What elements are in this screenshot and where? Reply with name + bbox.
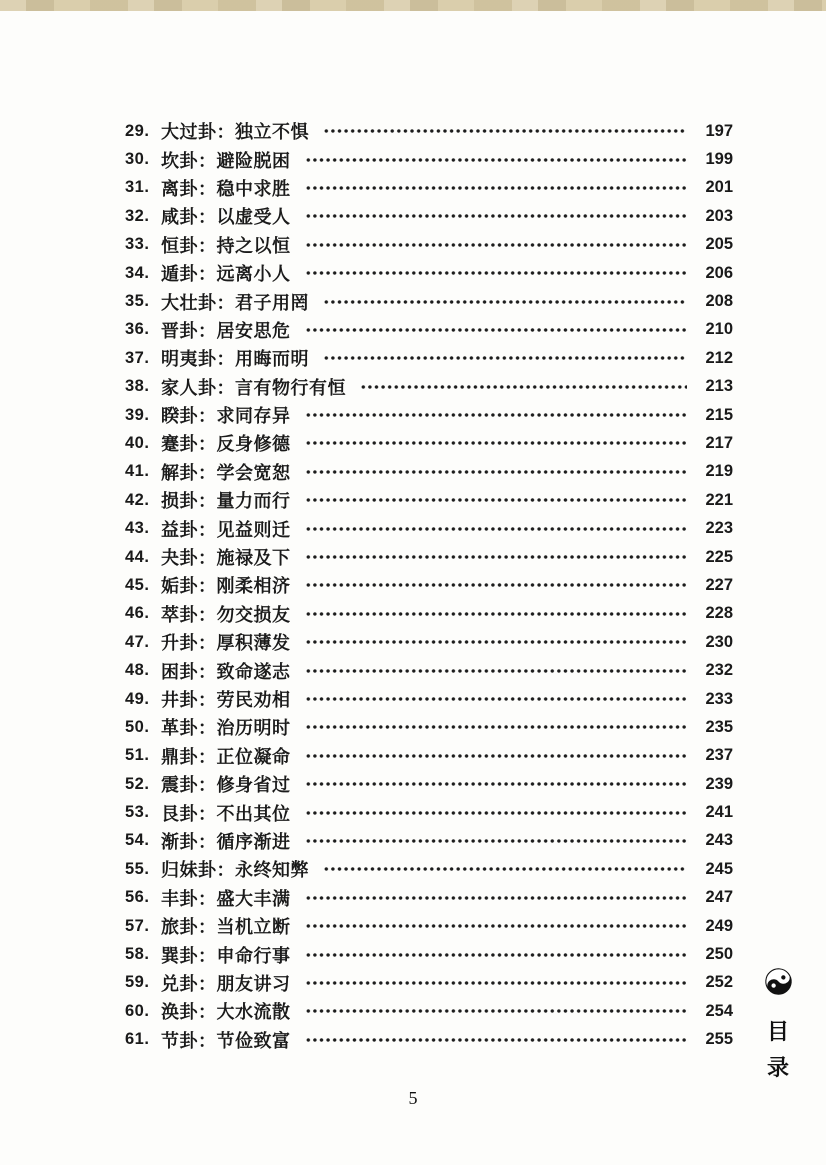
toc-entry-page: 250 bbox=[705, 945, 733, 964]
toc-dot-leader bbox=[323, 354, 687, 362]
toc-entry-title: 节卦：节俭致富 bbox=[161, 1030, 291, 1051]
toc-dot-leader bbox=[305, 439, 688, 447]
toc-entry-number: 47. bbox=[125, 632, 150, 651]
toc-dot-leader bbox=[305, 752, 688, 760]
toc-entry-title: 恒卦：持之以恒 bbox=[161, 235, 291, 256]
toc-entry bbox=[125, 798, 733, 826]
toc-dot-leader bbox=[305, 525, 688, 533]
toc-dot-leader bbox=[360, 383, 687, 391]
toc-entry-title: 咸卦：以虚受人 bbox=[161, 207, 291, 228]
toc-entry-page: 201 bbox=[705, 178, 733, 197]
toc-entry-title: 井卦：劳民劝相 bbox=[161, 690, 291, 710]
toc-entry-title: 丰卦：盛大丰满 bbox=[161, 888, 291, 909]
toc-entry-number: 38. bbox=[125, 377, 150, 396]
toc-entry-page: 206 bbox=[705, 263, 733, 282]
toc-entry bbox=[125, 1026, 733, 1054]
toc-list bbox=[125, 117, 733, 1054]
toc-entry bbox=[125, 514, 733, 542]
toc-entry-page: 247 bbox=[705, 888, 733, 907]
toc-dot-leader bbox=[305, 667, 688, 675]
toc-entry-page: 197 bbox=[705, 121, 733, 140]
toc-entry-title: 大壮卦：君子用罔 bbox=[161, 292, 309, 313]
toc-entry-title: 归妹卦：永终知弊 bbox=[161, 860, 309, 881]
toc-entry-page: 232 bbox=[705, 661, 733, 680]
toc-entry-number: 29. bbox=[125, 121, 150, 140]
toc-entry-page: 203 bbox=[705, 206, 733, 225]
toc-entry-number: 48. bbox=[125, 661, 150, 680]
toc-entry-title: 巽卦：申命行事 bbox=[161, 945, 291, 966]
toc-entry bbox=[125, 429, 733, 457]
toc-entry-title: 家人卦：言有物行有恒 bbox=[161, 377, 346, 398]
toc-entry-number: 59. bbox=[125, 973, 150, 992]
toc-dot-leader bbox=[305, 581, 688, 589]
toc-entry-number: 50. bbox=[125, 717, 150, 736]
toc-entry-title: 益卦：见益则迁 bbox=[161, 519, 291, 540]
toc-dot-leader bbox=[305, 326, 688, 334]
toc-entry bbox=[125, 884, 733, 912]
toc-dot-leader bbox=[305, 723, 688, 731]
toc-entry-title: 大过卦：独立不惧 bbox=[161, 122, 309, 143]
toc-entry-title: 萃卦：勿交损友 bbox=[161, 604, 291, 625]
toc-entry bbox=[125, 287, 733, 315]
toc-entry-page: 245 bbox=[705, 859, 733, 878]
toc-entry-number: 43. bbox=[125, 519, 150, 538]
toc-entry-page: 223 bbox=[705, 519, 733, 538]
toc-entry-page: 254 bbox=[705, 1001, 733, 1020]
toc-entry-page: 217 bbox=[705, 433, 733, 452]
toc-entry-number: 58. bbox=[125, 945, 150, 964]
toc-entry-number: 34. bbox=[125, 263, 150, 282]
toc-entry-title: 离卦：稳中求胜 bbox=[161, 178, 291, 199]
toc-entry bbox=[125, 316, 733, 344]
toc-entry-page: 210 bbox=[705, 320, 733, 339]
toc-dot-leader bbox=[305, 837, 688, 845]
side-label-char-lu: 录 bbox=[766, 1055, 789, 1080]
toc-entry-number: 61. bbox=[125, 1030, 150, 1049]
toc-dot-leader bbox=[305, 922, 688, 930]
toc-entry-title: 震卦：修身省过 bbox=[161, 775, 291, 796]
toc-entry-number: 57. bbox=[125, 916, 150, 935]
toc-entry-number: 36. bbox=[125, 320, 150, 339]
toc-dot-leader bbox=[305, 269, 688, 277]
toc-entry bbox=[125, 458, 733, 486]
chapter-side-marker bbox=[758, 968, 798, 1079]
toc-entry-number: 46. bbox=[125, 604, 150, 623]
toc-entry bbox=[125, 145, 733, 173]
toc-entry-page: 237 bbox=[705, 746, 733, 765]
toc-entry-page: 235 bbox=[705, 717, 733, 736]
decorative-top-border bbox=[0, 0, 826, 11]
toc-entry-page: 212 bbox=[705, 348, 733, 367]
toc-entry bbox=[125, 656, 733, 684]
toc-dot-leader bbox=[305, 1036, 688, 1044]
side-label-char-mu: 目 bbox=[766, 1019, 789, 1044]
toc-dot-leader bbox=[305, 553, 688, 561]
toc-entry-title: 渐卦：循序渐进 bbox=[161, 831, 291, 852]
toc-entry-title: 损卦：量力而行 bbox=[161, 491, 291, 512]
toc-entry-title: 鼎卦：正位凝命 bbox=[161, 746, 291, 767]
toc-entry-number: 52. bbox=[125, 774, 150, 793]
toc-entry-title: 革卦：治历明时 bbox=[161, 718, 291, 739]
toc-entry-page: 233 bbox=[705, 689, 733, 708]
toc-entry-number: 31. bbox=[125, 178, 150, 197]
toc-entry-page: 228 bbox=[705, 604, 733, 623]
toc-dot-leader bbox=[305, 979, 688, 987]
toc-entry-title: 坎卦：避险脱困 bbox=[161, 150, 291, 171]
toc-entry-number: 37. bbox=[125, 348, 150, 367]
toc-entry-page: 255 bbox=[705, 1030, 733, 1049]
toc-entry-page: 225 bbox=[705, 547, 733, 566]
toc-entry-title: 夬卦：施禄及下 bbox=[161, 548, 291, 569]
toc-dot-leader bbox=[305, 894, 688, 902]
toc-entry-number: 35. bbox=[125, 292, 150, 311]
toc-entry-number: 60. bbox=[125, 1001, 150, 1020]
toc-entry bbox=[125, 969, 733, 997]
toc-entry bbox=[125, 486, 733, 514]
toc-entry-number: 51. bbox=[125, 746, 150, 765]
toc-dot-leader bbox=[305, 780, 688, 788]
toc-entry-title: 涣卦：大水流散 bbox=[161, 1002, 291, 1023]
toc-entry bbox=[125, 344, 733, 372]
toc-entry-page: 252 bbox=[705, 973, 733, 992]
toc-entry bbox=[125, 827, 733, 855]
toc-entry bbox=[125, 202, 733, 230]
toc-entry-page: 230 bbox=[705, 632, 733, 651]
toc-dot-leader bbox=[305, 1007, 688, 1015]
toc-entry-page: 199 bbox=[705, 150, 733, 169]
toc-entry bbox=[125, 770, 733, 798]
toc-entry bbox=[125, 628, 733, 656]
toc-entry bbox=[125, 117, 733, 145]
toc-entry-title: 解卦：学会宽恕 bbox=[161, 462, 291, 483]
toc-dot-leader bbox=[305, 951, 688, 959]
toc-dot-leader bbox=[323, 127, 687, 135]
toc-dot-leader bbox=[305, 468, 688, 476]
toc-entry-number: 54. bbox=[125, 831, 150, 850]
toc-dot-leader bbox=[305, 241, 688, 249]
toc-entry-number: 55. bbox=[125, 859, 150, 878]
toc-entry-title: 遁卦：远离小人 bbox=[161, 264, 291, 285]
footer-page-number: 5 bbox=[408, 1088, 418, 1108]
toc-entry-page: 215 bbox=[705, 405, 733, 424]
toc-entry-title: 旅卦：当机立断 bbox=[161, 917, 291, 938]
toc-entry-title: 升卦：厚积薄发 bbox=[161, 633, 291, 654]
yin-yang-icon bbox=[765, 968, 792, 995]
toc-entry-number: 44. bbox=[125, 547, 150, 566]
toc-entry bbox=[125, 174, 733, 202]
toc-entry bbox=[125, 940, 733, 968]
toc-entry-number: 33. bbox=[125, 235, 150, 254]
toc-dot-leader bbox=[305, 638, 688, 646]
toc-entry-number: 40. bbox=[125, 433, 150, 452]
toc-entry bbox=[125, 600, 733, 628]
toc-entry-title: 姤卦：刚柔相济 bbox=[161, 576, 291, 597]
toc-dot-leader bbox=[305, 610, 688, 618]
toc-entry-title: 困卦：致命遂志 bbox=[161, 661, 291, 682]
toc-entry bbox=[125, 997, 733, 1025]
toc-entry-page: 221 bbox=[705, 490, 733, 509]
toc-entry-title: 明夷卦：用晦而明 bbox=[161, 349, 309, 370]
toc-entry bbox=[125, 571, 733, 599]
toc-entry bbox=[125, 912, 733, 940]
toc-dot-leader bbox=[305, 496, 688, 504]
toc-entry-number: 56. bbox=[125, 888, 150, 907]
toc-dot-leader bbox=[305, 156, 688, 164]
toc-entry bbox=[125, 543, 733, 571]
toc-dot-leader bbox=[323, 298, 687, 306]
toc-entry-title: 兑卦：朋友讲习 bbox=[161, 973, 291, 994]
toc-entry bbox=[125, 685, 733, 713]
toc-entry bbox=[125, 855, 733, 883]
toc-entry bbox=[125, 231, 733, 259]
toc-entry bbox=[125, 259, 733, 287]
toc-entry bbox=[125, 401, 733, 429]
toc-dot-leader bbox=[305, 695, 688, 703]
toc-entry-title: 睽卦：求同存异 bbox=[161, 406, 291, 427]
toc-entry-title: 艮卦：不出其位 bbox=[161, 803, 291, 824]
toc-entry-page: 227 bbox=[705, 575, 733, 594]
toc-entry-number: 53. bbox=[125, 803, 150, 822]
toc-dot-leader bbox=[305, 184, 688, 192]
toc-entry-number: 39. bbox=[125, 405, 150, 424]
toc-entry bbox=[125, 713, 733, 741]
toc-entry-page: 249 bbox=[705, 916, 733, 935]
toc-entry-number: 45. bbox=[125, 575, 150, 594]
toc-dot-leader bbox=[305, 411, 688, 419]
toc-entry-number: 41. bbox=[125, 462, 150, 481]
toc-dot-leader bbox=[323, 865, 687, 873]
toc-entry bbox=[125, 373, 733, 401]
toc-entry-page: 219 bbox=[705, 462, 733, 481]
toc-entry-page: 239 bbox=[705, 774, 733, 793]
toc-entry-page: 205 bbox=[705, 235, 733, 254]
toc-entry-page: 243 bbox=[705, 831, 733, 850]
toc-entry-title: 晋卦：居安思危 bbox=[161, 320, 291, 341]
toc-entry-page: 241 bbox=[705, 803, 733, 822]
toc-entry-page: 213 bbox=[705, 377, 733, 396]
toc-entry-number: 42. bbox=[125, 490, 150, 509]
toc-entry-page: 208 bbox=[705, 292, 733, 311]
toc-entry-title: 蹇卦：反身修德 bbox=[161, 434, 291, 455]
toc-dot-leader bbox=[305, 809, 688, 817]
toc-entry bbox=[125, 742, 733, 770]
toc-dot-leader bbox=[305, 212, 688, 220]
toc-entry-number: 32. bbox=[125, 206, 150, 225]
toc-entry-number: 49. bbox=[125, 689, 150, 708]
toc-entry-number: 30. bbox=[125, 150, 150, 169]
